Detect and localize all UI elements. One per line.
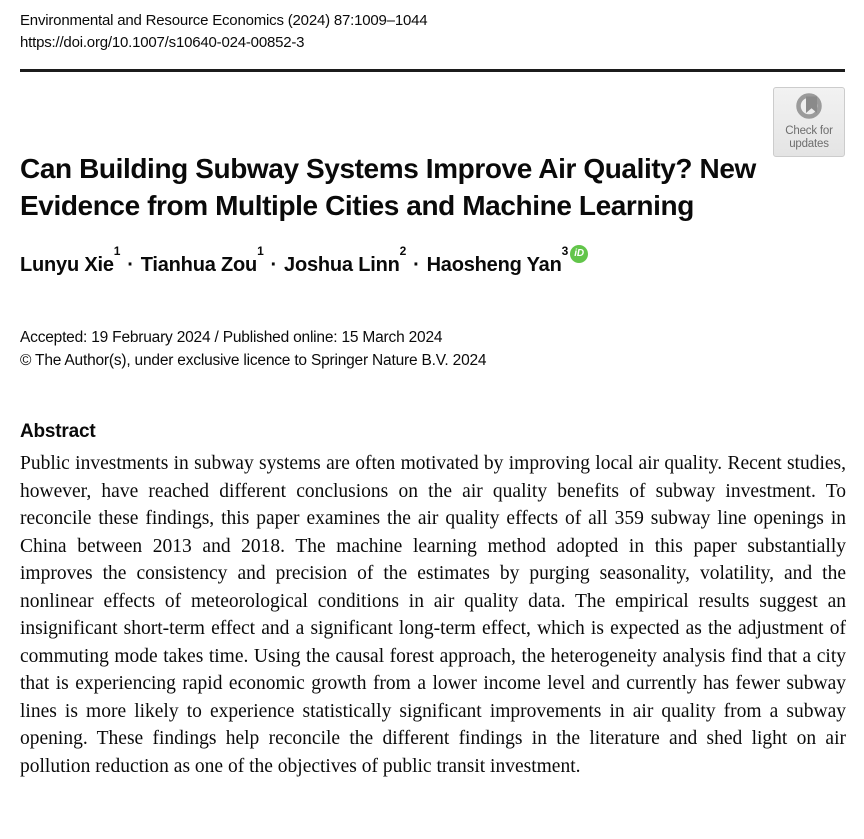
author-name: Tianhua Zou$^1$ [140, 244, 264, 276]
accepted-published-line: Accepted: 19 February 2024 / Published online: 15 March 2024 [20, 329, 443, 346]
orcid-icon[interactable]: iD [570, 245, 588, 263]
header-divider [20, 69, 845, 72]
author-name: Haosheng Yan$^3$ [426, 244, 569, 276]
affiliation-superscript: 2 [399, 244, 407, 258]
author-separator: · [127, 253, 134, 276]
abstract-section [20, 421, 846, 780]
author-separator: · [413, 253, 420, 276]
author-name: Joshua Linn$^2$ [284, 244, 407, 276]
doi-link[interactable]: https://doi.org/10.1007/s10640-024-00852-3 [20, 33, 305, 51]
check-for-updates-button[interactable] [773, 87, 845, 157]
abstract-text: Public investments in subway systems are often motivated by improving local air quality. Recent studies, however, have reached different conclusions on the air quality benefits of subway investment. To reconcile these findings, this paper examines the air quality effects of all 359 subway line openings in China between 2013 and 2018. The machine learning method adopted in this paper substantially improves the consistency and precision of the estimates by purging seasonality, volatility, and the nonlinear effects of meteorological conditions in air quality data. The empirical results suggest an insignificant short-term effect and a significant long-term effect, which is expected as the adjustment of commuting mode takes time. Using the causal forest approach, the heterogeneity analysis find that a city that is experiencing rapid economic growth from a lower income level and currently has fewer subway lines is more likely to experience statistically significant improvements in air quality from a subway opening. These findings help reconcile the different findings in the literature and shed light on air pollution reduction as one of the objectives of public transit investment. [20, 453, 846, 777]
author-name: Lunyu Xie$^1$ [20, 244, 121, 276]
journal-header [20, 10, 427, 53]
publication-dates [20, 327, 486, 372]
author-separator: · [270, 253, 278, 276]
affiliation-superscript: 1 [113, 244, 121, 258]
affiliation-superscript: 1 [257, 244, 264, 258]
abstract-heading: Abstract [20, 421, 96, 442]
author-list [20, 244, 588, 277]
journal-citation-line: Environmental and Resource Economics (2024) 87:1009–1044 [20, 12, 428, 29]
check-for-updates-label: Check for updates [785, 125, 833, 150]
crossmark-bookmark-icon [791, 91, 827, 125]
copyright-line: © The Author(s), under exclusive licence to Springer Nature B.V. 2024 [20, 351, 487, 369]
affiliation-superscript: 3 [561, 244, 569, 258]
paper-title: Can Building Subway Systems Improve Air Quality? New Evidence from Multiple Cities and Machine Learning [20, 153, 756, 221]
